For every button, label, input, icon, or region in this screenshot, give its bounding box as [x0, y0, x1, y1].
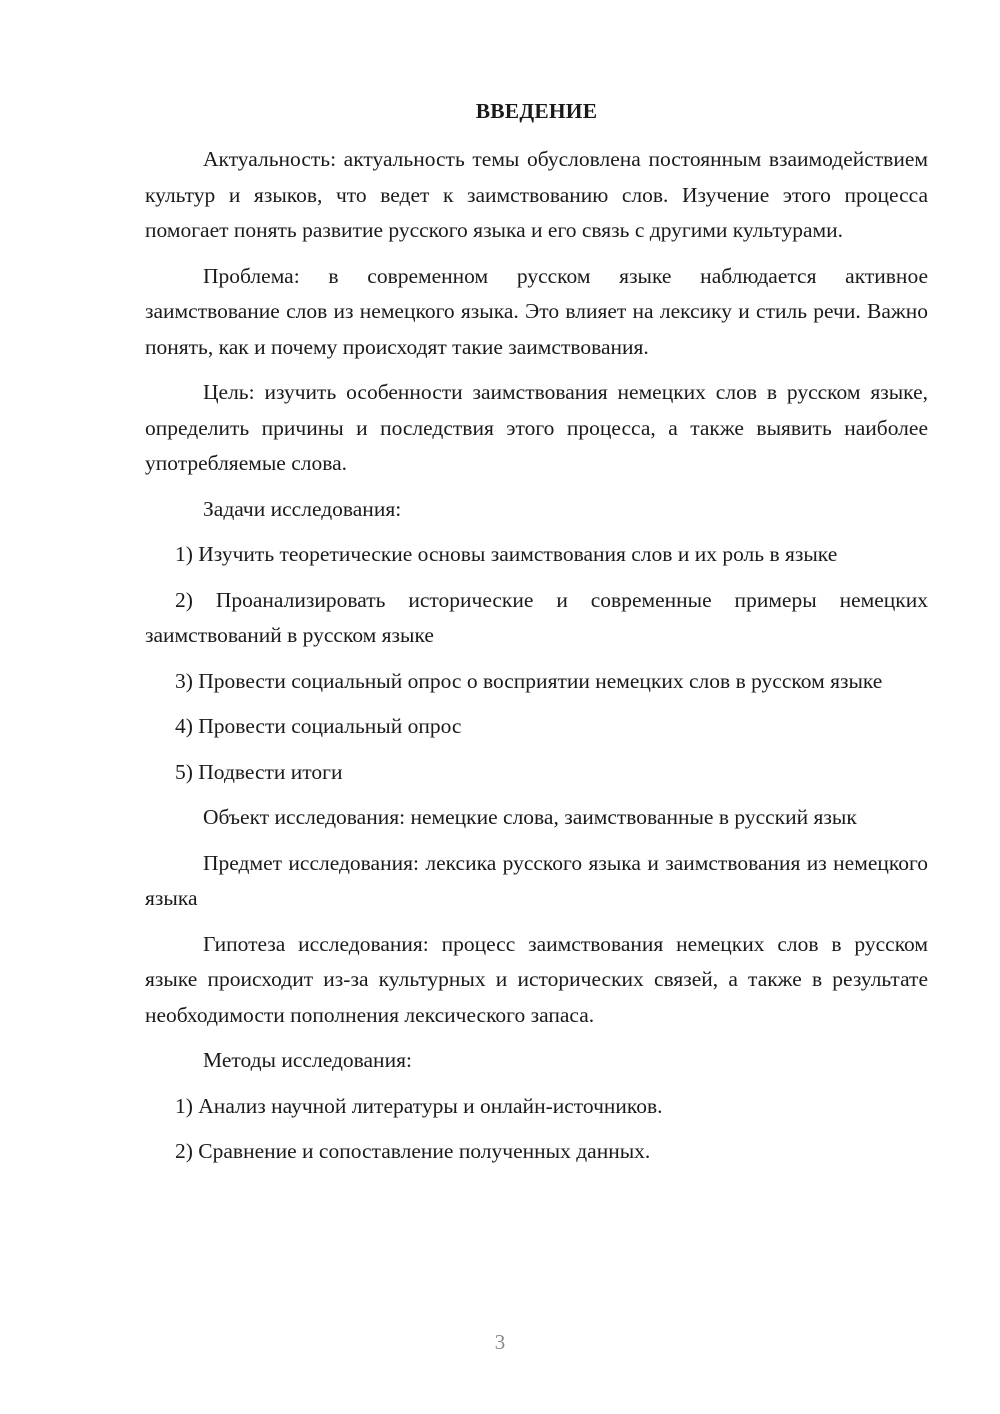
task-item-4: 4) Провести социальный опрос	[175, 714, 462, 738]
task-item-5: 5) Подвести итоги	[175, 759, 343, 784]
paragraph-problem: Проблема: в современном русском языке наблюдается активное заимствование слов из немецкого языка. Это влияет на лексику и стиль речи. Важно понять, как и почему происходят такие заимствования.	[145, 263, 928, 359]
task-item-1: 1) Изучить теоретические основы заимствования слов и их роль в языке	[175, 542, 838, 566]
method-item-2: 2) Сравнение и сопоставление полученных данных.	[175, 1139, 651, 1163]
paragraph-relevance: Актуальность: актуальность темы обусловлена постоянным взаимодействием культур и языков, что ведет к заимствованию слов. Изучение этого процесса помогает понять развитие русского языка и его связь с другими культурами.	[145, 147, 928, 242]
paragraph-subject: Предмет исследования: лексика русского языка и заимствования из немецкого языка	[145, 850, 928, 910]
task-item-3: 3) Провести социальный опрос о восприятии немецких слов в русском языке	[175, 668, 883, 693]
document-page	[145, 96, 928, 1180]
paragraph-object: Объект исследования: немецкие слова, заимствованные в русский язык	[203, 805, 857, 829]
methods-heading: Методы исследования:	[203, 1048, 412, 1072]
tasks-heading: Задачи исследования:	[203, 496, 402, 521]
task-item-2: 2) Проанализировать исторические и современные примеры немецких заимствований в русском языке	[145, 587, 928, 647]
paragraph-hypothesis: Гипотеза исследования: процесс заимствования немецких слов в русском языке происходит из-за культурных и исторических связей, а также в результате необходимости пополнения лексического запаса.	[145, 931, 928, 1027]
section-title: ВВЕДЕНИЕ	[475, 99, 598, 123]
method-item-1: 1) Анализ научной литературы и онлайн-источников.	[175, 1093, 663, 1118]
paragraph-goal: Цель: изучить особенности заимствования немецких слов в русском языке, определить причины и последствия этого процесса, а также выявить наиболее употребляемые слова.	[145, 380, 928, 475]
page-number: 3	[494, 1330, 506, 1354]
